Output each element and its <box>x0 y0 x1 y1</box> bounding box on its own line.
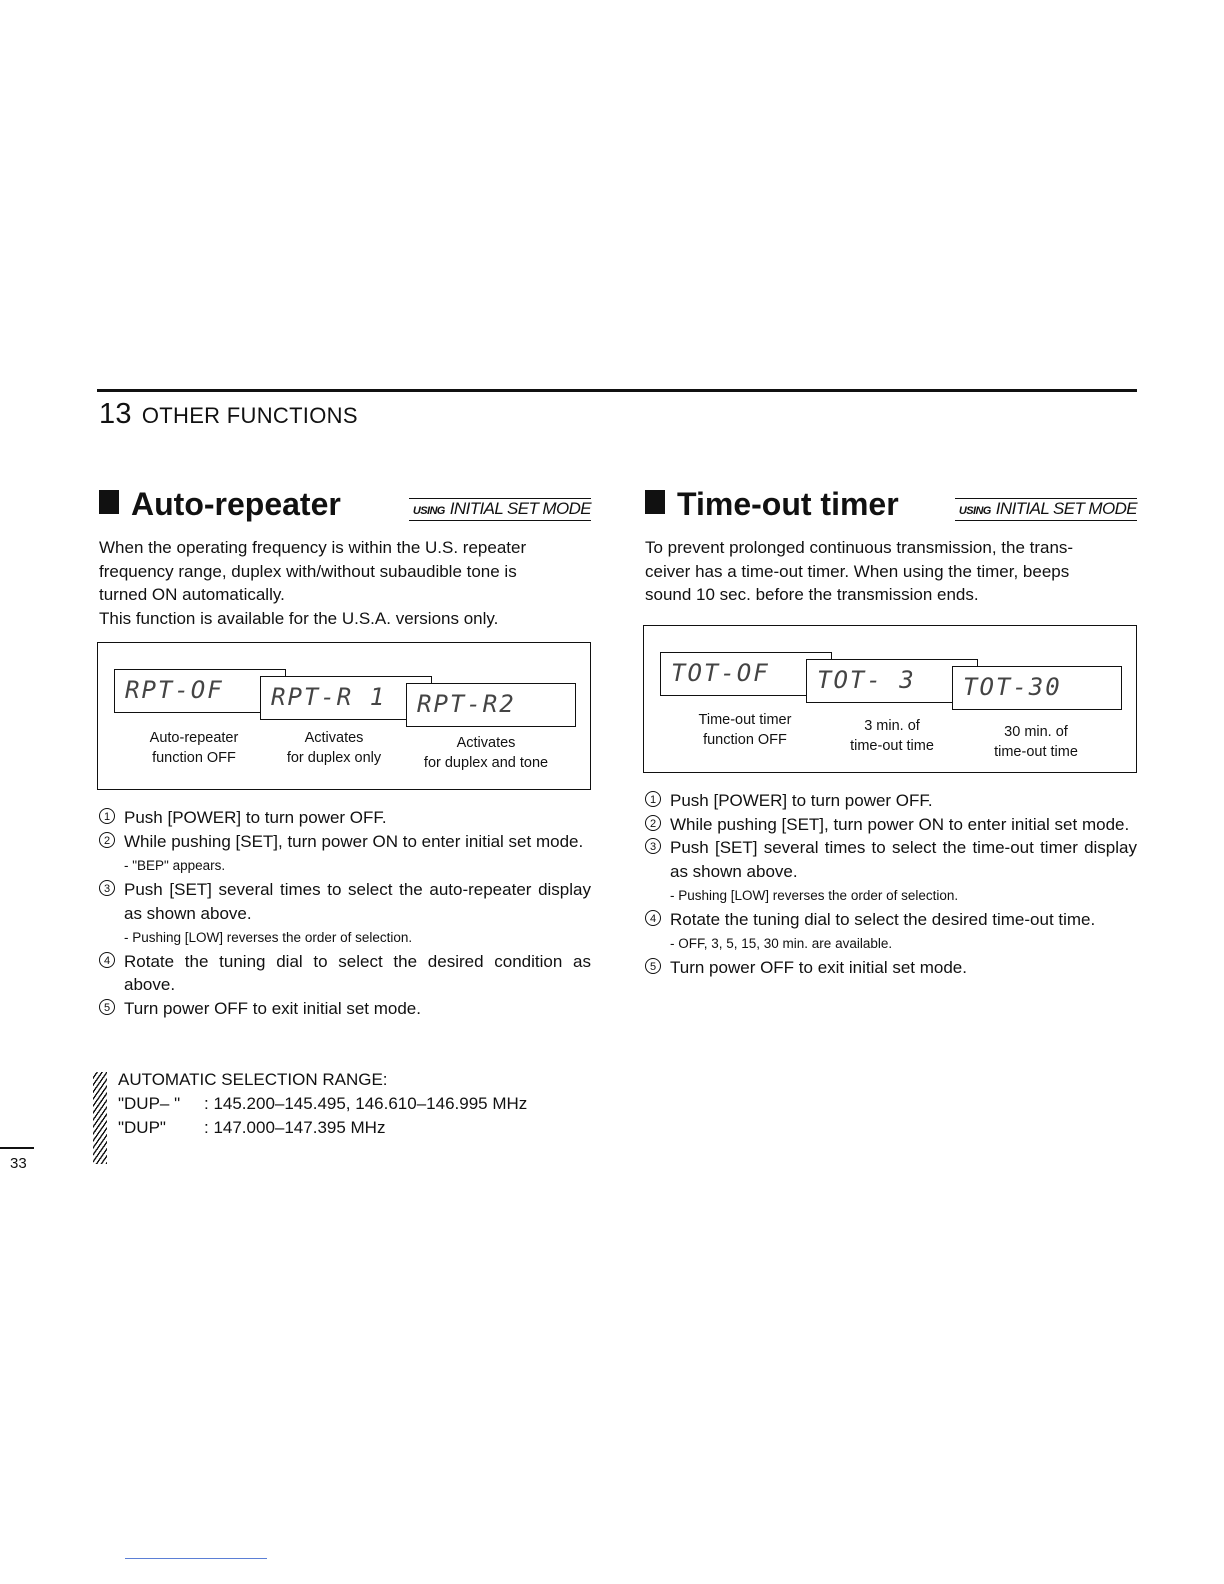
bottom-rule <box>125 1558 267 1559</box>
lcd-diagram <box>643 625 1137 773</box>
step-number: 2 <box>645 815 661 831</box>
lcd-caption: Auto-repeater function OFF <box>149 730 239 767</box>
lcd-display: TOT- 3 <box>806 659 978 703</box>
step-number: 5 <box>99 999 115 1015</box>
step-number: 1 <box>99 808 115 824</box>
lcd-caption: Activates for duplex and tone <box>423 735 549 772</box>
square-bullet-icon <box>645 490 665 514</box>
step-note: - OFF, 3, 5, 15, 30 min. are available. <box>670 935 893 951</box>
note-row: "DUP– " : 145.200–145.495, 146.610–146.995 MHz <box>118 1094 528 1113</box>
note-stripe-icon <box>93 1072 107 1164</box>
step-item: 5 Turn power OFF to exit initial set mode. <box>645 956 1137 980</box>
step-item: 5 Turn power OFF to exit initial set mode. <box>99 997 591 1021</box>
step-number: 4 <box>99 952 115 968</box>
steps-list <box>99 806 591 1021</box>
step-item: 2 While pushing [SET], turn power ON to enter initial set mode. <box>645 813 1137 837</box>
lcd-display: RPT-OF <box>114 669 286 713</box>
step-number: 1 <box>645 791 661 807</box>
lcd-display: RPT-R 1 <box>260 676 432 720</box>
square-bullet-icon <box>99 490 119 514</box>
step-item: 1 Push [POWER] to turn power OFF. <box>99 806 591 830</box>
page-number: 33 <box>10 1155 27 1172</box>
step-item: 4 Rotate the tuning dial to select the desired condition as above. <box>99 950 591 998</box>
step-item: 4 Rotate the tuning dial to select the desired time-out time. <box>645 908 1137 932</box>
section-title: Time-out timer <box>645 486 899 523</box>
section-title: Auto-repeater <box>99 486 341 523</box>
section-header <box>97 486 591 530</box>
step-note: - Pushing [LOW] reverses the order of selection. <box>670 887 959 903</box>
step-item: 3 Push [SET] several times to select the auto-repeater display as shown above. <box>99 878 591 926</box>
lcd-caption: Activates for duplex only <box>286 730 382 767</box>
step-note: - "BEP" appears. <box>124 857 226 873</box>
mode-label: USING INITIAL SET MODE <box>955 498 1137 521</box>
header-rule <box>97 389 1137 392</box>
steps-list <box>645 789 1137 980</box>
step-number: 2 <box>99 832 115 848</box>
step-number: 3 <box>645 838 661 854</box>
step-item: 3 Push [SET] several times to select the time-out timer display as shown above. <box>645 836 1137 884</box>
section-header <box>643 486 1137 530</box>
lcd-caption: 3 min. of time-out time <box>850 717 934 754</box>
lcd-diagram <box>97 642 591 790</box>
mode-label: USING INITIAL SET MODE <box>409 498 591 521</box>
lcd-caption: Time-out timer function OFF <box>698 711 792 748</box>
auto-repeater-section <box>97 486 591 1021</box>
step-number: 4 <box>645 910 661 926</box>
chapter-number: 13 <box>99 398 132 430</box>
note-text <box>118 1068 528 1140</box>
chapter-heading <box>99 398 358 431</box>
step-item: 1 Push [POWER] to turn power OFF. <box>645 789 1137 813</box>
time-out-timer-section <box>643 486 1137 980</box>
step-note: - Pushing [LOW] reverses the order of selection. <box>124 929 413 945</box>
page-number-rule <box>0 1147 34 1149</box>
intro-text: When the operating frequency is within the U.S. repeater frequency range, duplex with/without subaudible tone is turned ON automatically. This function is available for the U.S.A. versions only. <box>99 538 527 628</box>
lcd-display: RPT-R2 <box>406 683 576 727</box>
intro-text: To prevent prolonged continuous transmission, the trans- ceiver has a time-out timer. When using the timer, beeps sound 10 sec. before the transmission ends. <box>645 538 1074 605</box>
note-row: "DUP" : 147.000–147.395 MHz <box>118 1118 386 1137</box>
step-number: 5 <box>645 958 661 974</box>
step-item: 2 While pushing [SET], turn power ON to enter initial set mode. <box>99 830 591 854</box>
lcd-caption: 30 min. of time-out time <box>994 723 1078 760</box>
note-heading: AUTOMATIC SELECTION RANGE: <box>118 1070 388 1089</box>
lcd-display: TOT-OF <box>660 652 832 696</box>
step-number: 3 <box>99 880 115 896</box>
chapter-title: OTHER FUNCTIONS <box>141 403 358 428</box>
lcd-display: TOT-30 <box>952 666 1122 710</box>
